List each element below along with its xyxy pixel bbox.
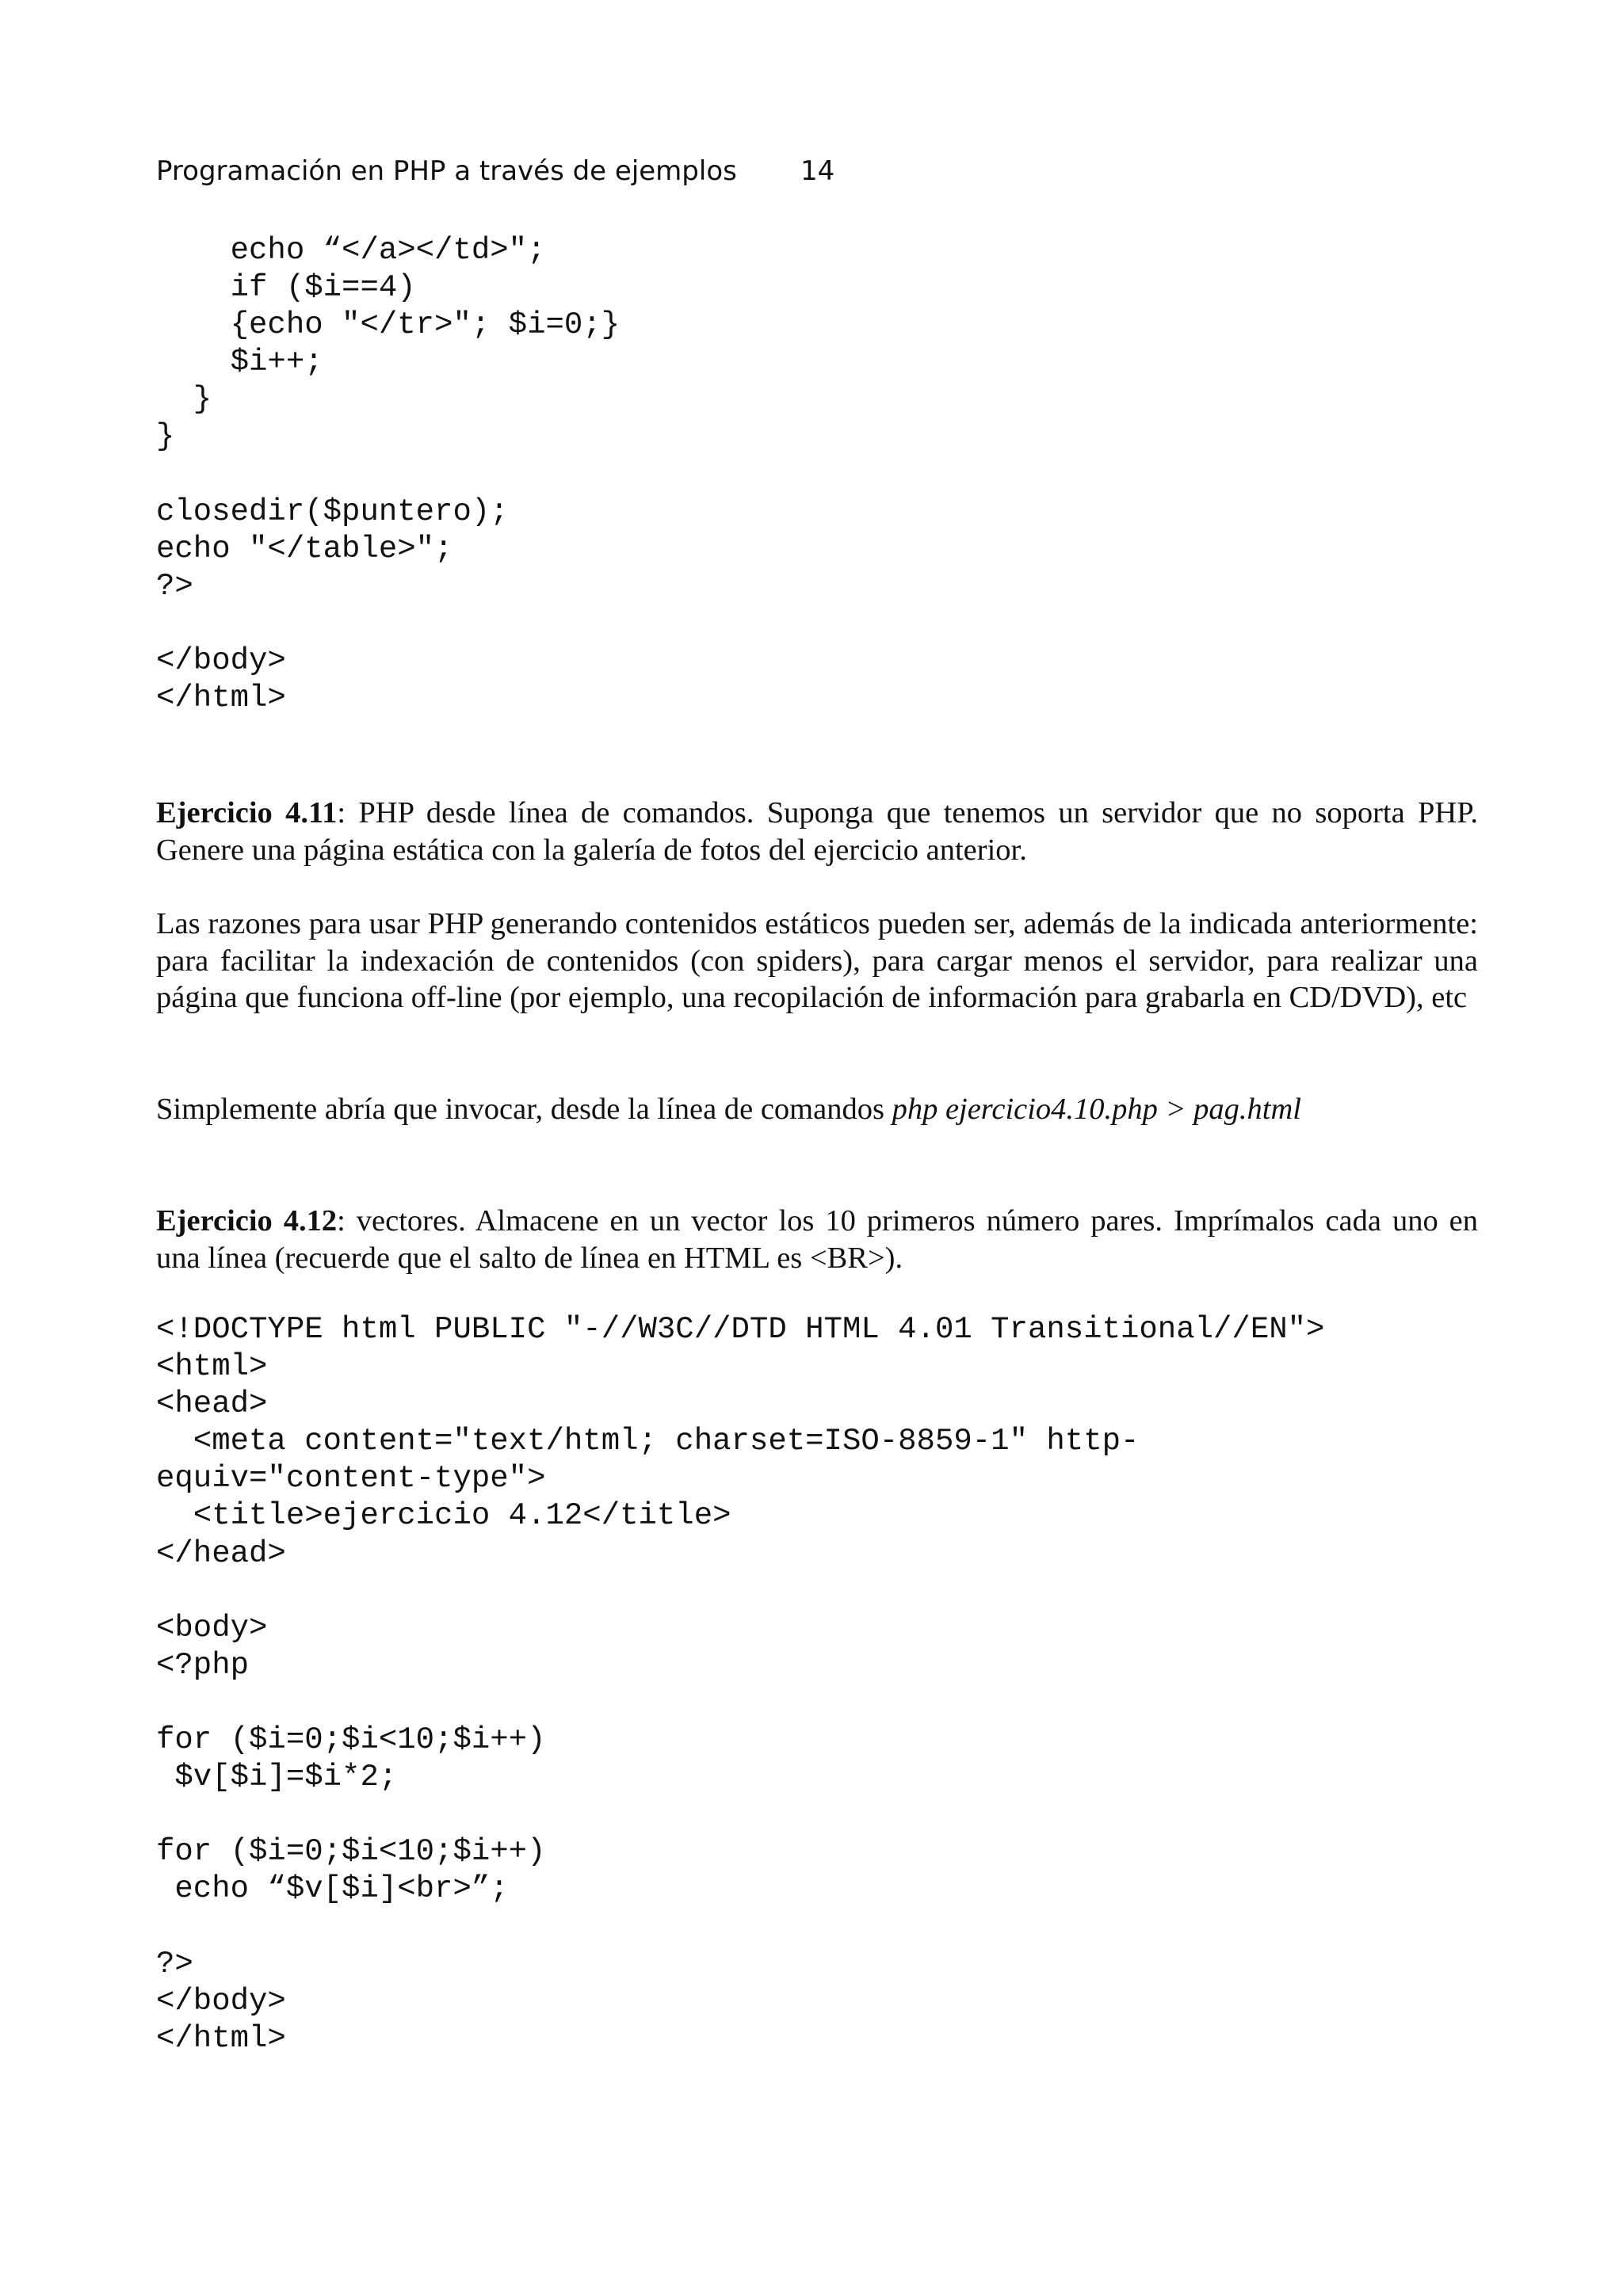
paragraph-command-line-invocation xyxy=(156,1091,1478,1128)
code-block-exercise-4-12: <!DOCTYPE html PUBLIC "-//W3C//DTD HTML 4.01 Transitional//EN"> <html> <head> <meta content="text/html; charset=ISO-8859-1" http- equiv="content-type"> <title>ejercicio 4.12</title> </head> <body> <?php for ($i=0;$i<10;$i++) $v[$i]=$i*2; for ($i=0;$i<10;$i++) echo “$v[$i]<br>”; ?> </body> </html> xyxy=(156,1312,1325,2056)
page-number: 14 xyxy=(800,155,835,187)
code-block-gallery-end: echo “</a></td>"; if ($i==4) {echo "</tr>"; $i=0;} $i++; } } closedir($puntero); echo "</table>"; ?> </body> </html> xyxy=(156,233,621,716)
exercise-4-12-text: : vectores. Almacene en un vector los 10 primeros número pares. Imprímalos cada uno en una línea (recuerde que el salto de línea en HTML es <BR>). xyxy=(156,1204,1478,1275)
running-header-title: Programación en PHP a través de ejemplos xyxy=(156,155,737,187)
exercise-4-11-statement xyxy=(156,795,1478,868)
paragraph-static-content-reasons: Las razones para usar PHP generando contenidos estáticos pueden ser, además de la indicada anteriormente: para facilitar la indexación de contenidos (con spiders), para cargar menos el servidor, para realizar una página que funciona off-line (por ejemplo, una recopilación de información para grabarla en CD/DVD), etc xyxy=(156,907,1478,1014)
exercise-4-12-statement xyxy=(156,1203,1478,1276)
exercise-4-11-label: Ejercicio 4.11 xyxy=(156,796,338,830)
exercise-4-11-text: : PHP desde línea de comandos. Suponga que tenemos un servidor que no soporta PHP. Genere una página estática con la galería de fotos del ejercicio anterior. xyxy=(156,796,1478,867)
exercise-4-12-label: Ejercicio 4.12 xyxy=(156,1204,338,1238)
invocation-text: Simplemente abría que invocar, desde la línea de comandos xyxy=(156,1093,892,1126)
invocation-command: php ejercicio4.10.php > pag.html xyxy=(892,1093,1301,1126)
